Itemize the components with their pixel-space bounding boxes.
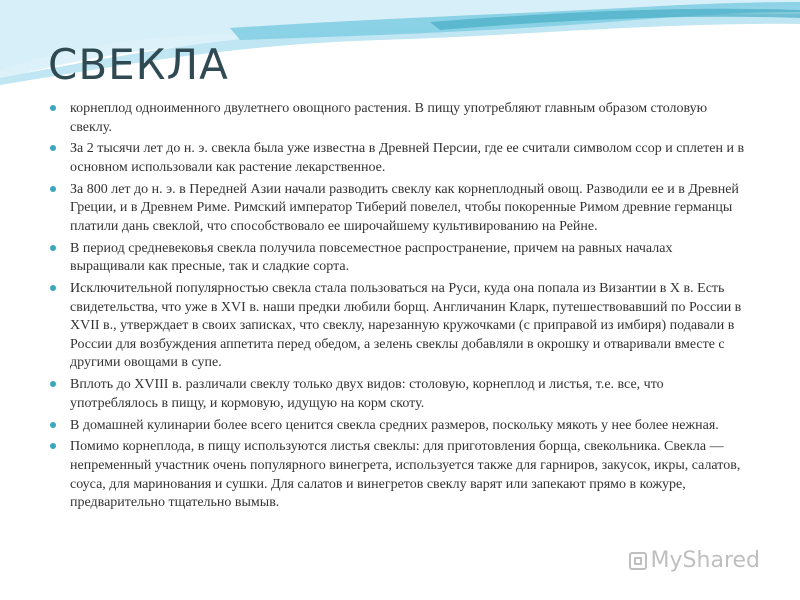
- list-item: [50, 280, 750, 373]
- list-item-text: В период средневековья свекла получила повсеместное распространение, причем на равных началах выращивали как пресные, так и сладкие сорта.: [70, 240, 673, 275]
- list-item: [50, 140, 750, 177]
- bullet-icon: [50, 285, 56, 291]
- bullet-icon: [50, 145, 56, 151]
- bullet-icon: [50, 422, 56, 428]
- list-item-text: Исключительной популярностью свекла стала пользоваться на Руси, куда она попала из Византии в X в. Есть свидетельства, что уже в XVI в. наши предки любили борщ. Англичанин Кларк, путешествовавший по России в XVII в., утверждает в своих записках, что свеклу, нарезанную кружочками (с приправой из имбиря) подавали в России для возбуждения аппетита перед обедом, а зелень свеклы добавляли в окрошку и отваривали вместе с другими овощами в супе.: [70, 281, 742, 371]
- bullet-icon: [50, 443, 56, 449]
- list-item: [50, 376, 750, 413]
- list-item-text: Помимо корнеплода, в пищу используются листья свеклы: для приготовления борща, свекольника. Свекла — непременный участник очень популярного винегрета, используется также для гарниров, закусок, икры, салатов, соуса, для маринования и сушки. Для салатов и винегретов свеклу варят или запекают прямо в кожуре, предварительно тщательно вымыв.: [70, 439, 741, 511]
- list-item-text: За 800 лет до н. э. в Передней Азии начали разводить свеклу как корнеплодный овощ. Разводили ее и в Древней Греции, и в Древнем Риме. Римский император Тиберий повелел, чтобы покоренные Римом древние германцы платили дань свеклой, что способствовало ее широчайшему культивированию на Рейне.: [70, 181, 739, 234]
- myshared-logo-icon: [629, 552, 647, 570]
- list-item: [50, 100, 750, 137]
- bullet-icon: [50, 245, 56, 251]
- bullet-icon: [50, 105, 56, 111]
- bullet-icon: [50, 186, 56, 192]
- bullet-list: [50, 100, 750, 516]
- list-item-text: За 2 тысячи лет до н. э. свекла была уже известна в Древней Персии, где ее считали символом ссор и сплетен и в основном использовали как растение лекарственное.: [70, 141, 745, 175]
- watermark-text: MyShared: [650, 548, 760, 573]
- list-item-text: Вплоть до XVIII в. различали свеклу только двух видов: столовую, корнеплод и листья, т.е. все, что употреблялось в пищу, и кормовую, идущую на корм скоту.: [70, 377, 664, 411]
- list-item: [50, 438, 750, 512]
- list-item: [50, 417, 750, 436]
- slide-title: СВЕКЛА: [48, 40, 229, 89]
- list-item-text: В домашней кулинарии более всего ценится свекла средних размеров, поскольку мякоть у нее более нежная.: [70, 417, 719, 433]
- list-item-text: корнеплод одноименного двулетнего овощного растения. В пищу употребляют главным образом столовую свеклу.: [70, 101, 708, 135]
- list-item: [50, 181, 750, 237]
- watermark: [629, 548, 760, 573]
- bullet-icon: [50, 381, 56, 387]
- list-item: [50, 240, 750, 277]
